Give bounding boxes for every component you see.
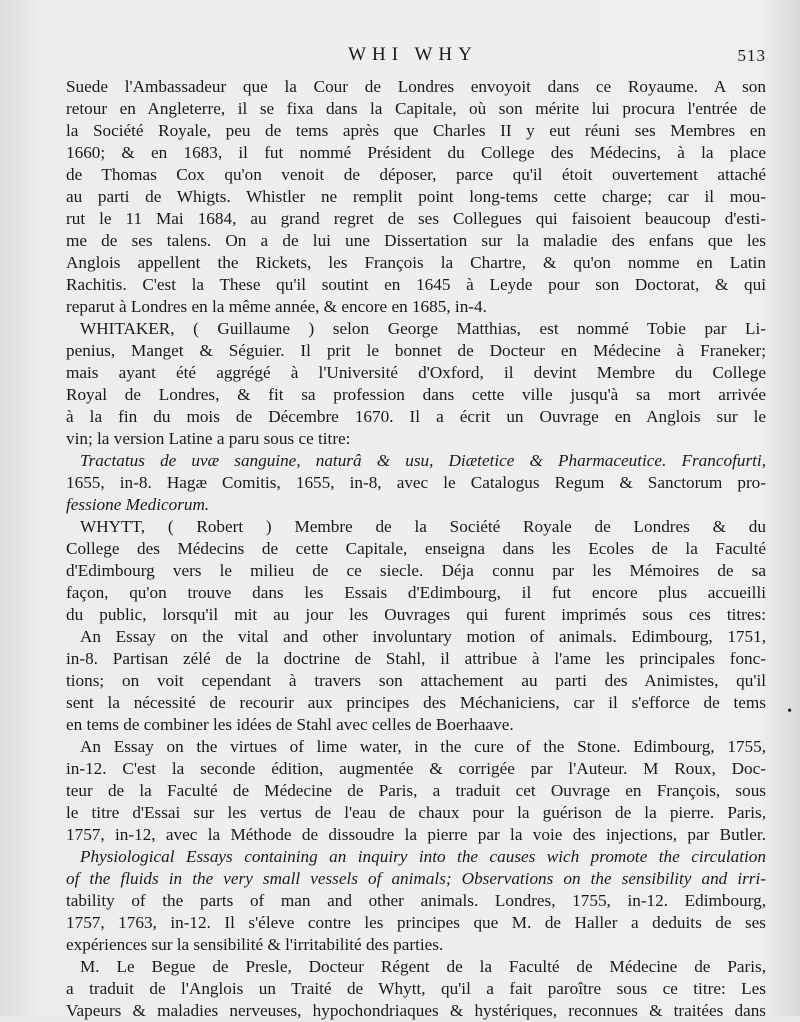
whistler-continuation-paragraph <box>66 76 766 318</box>
text-line: of the fluids in the very small vessels of animals; Observations on the sensibility and irri- <box>66 869 766 888</box>
text-line: College des Médecins de cette Capitale, enseigna dans les Ecoles de la Faculté <box>66 539 766 558</box>
text-line: retour en Angleterre, il se fixa dans la Capitale, où son mérite lui procura l'entrée de <box>66 99 766 118</box>
text-line: Anglois appellent the Rickets, les François la Chartre, & qu'on nomme en Latin <box>66 253 766 272</box>
running-head: WHI WHY <box>348 44 478 65</box>
entry-heading-line: WHITAKER, ( Guillaume ) selon George Matthias, est nommé Tobie par Li- <box>80 319 766 338</box>
margin-mark: • <box>787 704 792 719</box>
text-line: Suede l'Ambassadeur que la Cour de Londres envoyoit dans ce Royaume. A son <box>66 77 766 96</box>
page-number: 513 <box>737 46 766 65</box>
entry-whytt <box>66 516 766 1022</box>
text-line: 1655, in-8. Hagæ Comitis, 1655, in-8, avec le Catalogus Regum & Sanctorum pro- <box>66 473 766 492</box>
entry-heading-line: WHYTT, ( Robert ) Membre de la Société Royale de Londres & du <box>80 517 766 536</box>
text-line: Physiological Essays containing an inquiry into the causes wich promote the circulation <box>80 847 766 866</box>
text-line: reparut à Londres en la même année, & encore en 1685, in-4. <box>66 297 487 316</box>
text-line: Royal de Londres, & fit sa profession dans cette ville jusqu'à sa mort arrivée <box>66 385 766 404</box>
text-line: sent la nécessité de recourir aux principes des Méchaniciens, car il s'efforce de tems <box>66 693 766 712</box>
text-line: 1757, in-12, avec la Méthode de dissoudre la pierre par la voie des injections, par Butler. <box>66 825 766 844</box>
entry-whitaker <box>66 318 766 516</box>
text-line: Rachitis. C'est la These qu'il soutint en 1645 à Leyde pour son Doctorat, & qui <box>66 275 766 294</box>
text-line: 1660; & en 1683, il fut nommé Président du College des Médecins, à la place <box>66 143 766 162</box>
text-line: teur de la Faculté de Médecine de Paris, a traduit cet Ouvrage en François, sous <box>66 781 766 800</box>
body-text <box>66 76 766 1022</box>
text-line: du public, lorsqu'il mit au jour les Ouvrages qui furent imprimés sous ces titres: <box>66 605 766 624</box>
text-line: penius, Manget & Séguier. Il prit le bonnet de Docteur en Médecine à Franeker; <box>66 341 766 360</box>
text-line: le titre d'Essai sur les vertus de l'eau de chaux pour la guérison de la pierre. Paris, <box>66 803 766 822</box>
text-line: rut le 11 Mai 1684, au grand regret de ses Collegues qui faisoient beaucoup d'esti- <box>66 209 766 228</box>
text-line: en tems de combiner les idées de Stahl avec celles de Boerhaave. <box>66 715 514 734</box>
text-line: vin; la version Latine a paru sous ce titre: <box>66 429 351 448</box>
text-line: in-12. C'est la seconde édition, augmentée & corrigée par l'Auteur. M Roux, Doc- <box>66 759 766 778</box>
text-line: d'Edimbourg vers le milieu de ce siecle. Déja connu par les Mémoires de sa <box>66 561 766 580</box>
text-line: au parti de Whigts. Whistler ne remplit point long-tems cette charge; car il mou- <box>66 187 766 206</box>
text-line: in-8. Partisan zélé de la doctrine de Stahl, il attribue à l'ame les principales fonc- <box>66 649 766 668</box>
text-line: la Société Royale, peu de tems après que Charles II y eut réuni ses Membres en <box>66 121 766 140</box>
page-header <box>60 40 766 70</box>
text-line: M. Le Begue de Presle, Docteur Régent de la Faculté de Médecine de Paris, <box>80 957 766 976</box>
text-line: Vapeurs & maladies nerveuses, hypochondriaques & hystériques, reconnues & traitées dans <box>66 1001 766 1020</box>
text-line: de Thomas Cox qu'on venoit de déposer, parce qu'il étoit ouvertement attaché <box>66 165 766 184</box>
text-line: a traduit de l'Anglois un Traité de Whytt, qu'il a fait paroître sous ce titre: Les <box>66 979 766 998</box>
text-line: me de ses talens. On a de lui une Dissertation sur la maladie des enfans que les <box>66 231 766 250</box>
text-line: expériences sur la sensibilité & l'irritabilité des parties. <box>66 935 444 954</box>
text-line: mais ayant été aggrégé à l'Université d'Oxford, il devint Membre du College <box>66 363 766 382</box>
text-line: tions; on voit cependant à travers son attachement au parti des Animistes, qu'il <box>66 671 766 690</box>
text-line: An Essay on the vital and other involuntary motion of animals. Edimbourg, 1751, <box>80 627 766 646</box>
text-line: tability of the parts of man and other animals. Londres, 1755, in-12. Edimbourg, <box>66 891 766 910</box>
text-line: 1757, 1763, in-12. Il s'éleve contre les principes que M. de Haller a deduits de ses <box>66 913 766 932</box>
text-line: An Essay on the virtues of lime water, in the cure of the Stone. Edimbourg, 1755, <box>80 737 766 756</box>
text-line: Tractatus de uvæ sanguine, naturâ & usu, Diætetice & Pharmaceutice. Francofurti, <box>80 451 766 470</box>
text-line: fessione Medicorum. <box>66 495 210 514</box>
text-line: façon, qu'on trouve dans les Essais d'Edimbourg, il fut encore plus accueilli <box>66 583 766 602</box>
text-line: à la fin du mois de Décembre 1670. Il a écrit un Ouvrage en Anglois sur le <box>66 407 766 426</box>
